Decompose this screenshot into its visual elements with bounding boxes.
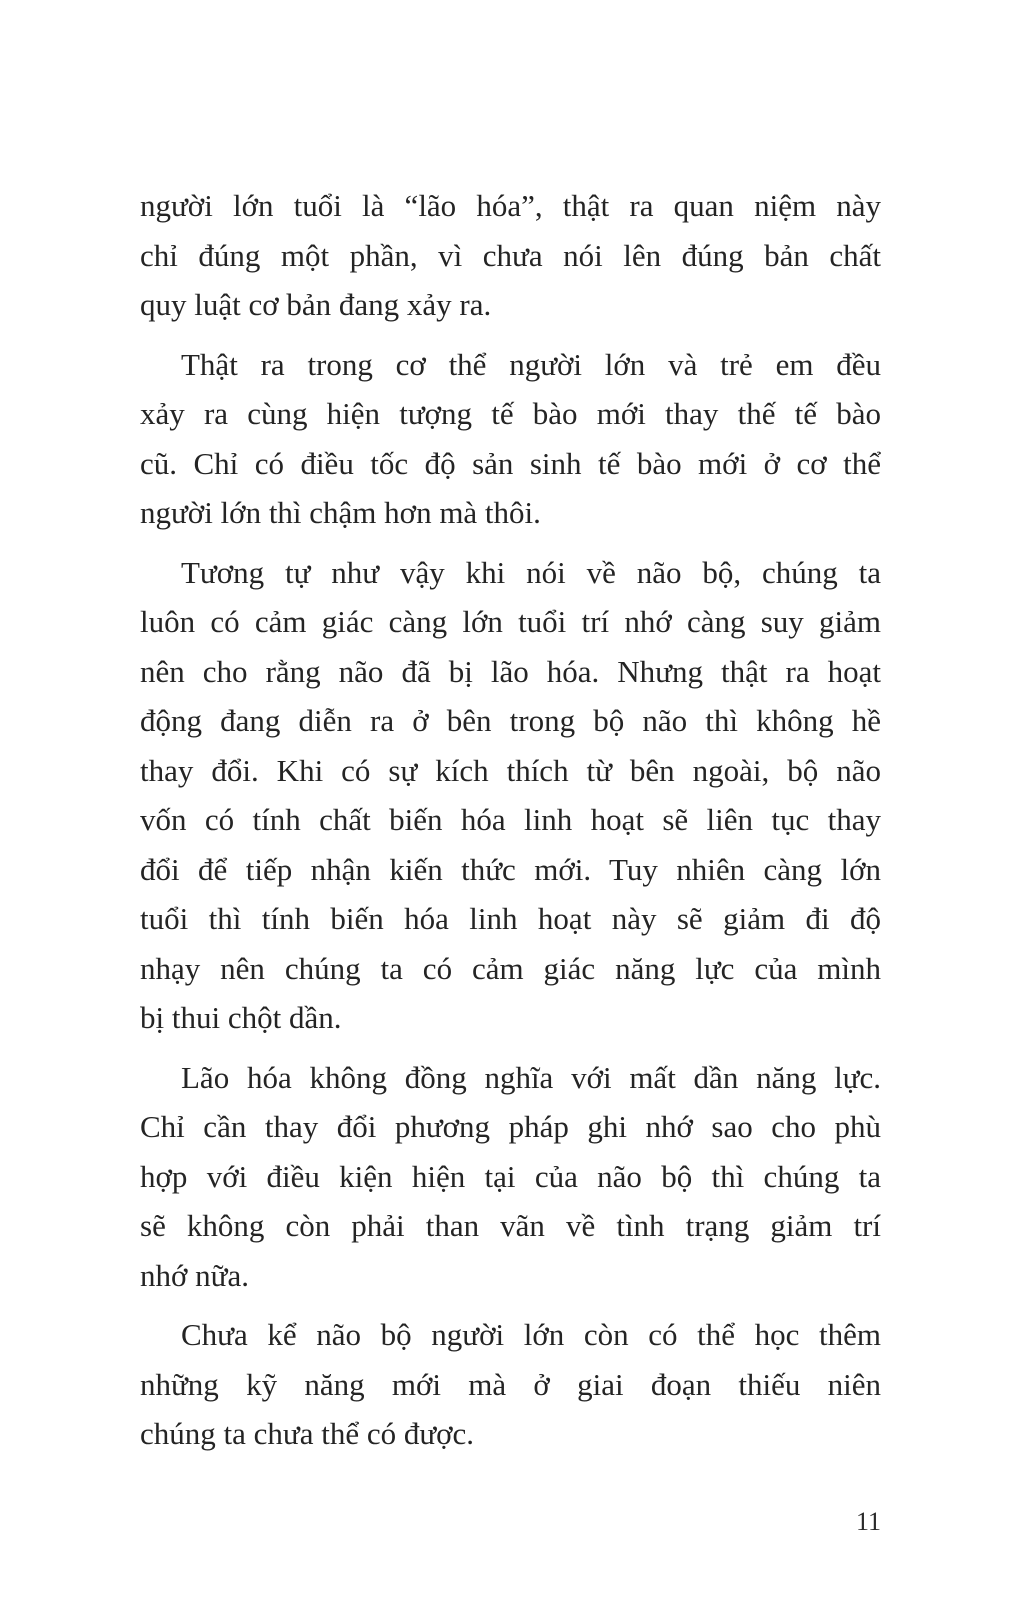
- paragraph: [140, 1310, 881, 1459]
- text-line: nhớ nữa.: [140, 1257, 249, 1293]
- text-line: Thật ra trong cơ thể người lớn và trẻ em đều: [181, 346, 881, 382]
- text-line: Chưa kể não bộ người lớn còn có thể học thêm: [181, 1317, 881, 1352]
- text-line: chúng ta chưa thể có được.: [140, 1416, 475, 1451]
- text-line: tuổi thì tính biến hóa linh hoạt này sẽ giảm đi độ: [140, 901, 881, 936]
- text-line: người lớn tuổi là “lão hóa”, thật ra quan niệm này: [140, 188, 881, 223]
- text-line: Lão hóa không đồng nghĩa với mất dần năng lực.: [181, 1059, 881, 1095]
- text-line: sẽ không còn phải than vãn về tình trạng giảm trí: [140, 1208, 881, 1243]
- text-line: nhạy nên chúng ta có cảm giác năng lực của mình: [140, 950, 881, 986]
- text-line: người lớn thì chậm hơn mà thôi.: [140, 495, 541, 530]
- text-line: cũ. Chỉ có điều tốc độ sản sinh tế bào mới ở cơ thể: [140, 445, 881, 481]
- paragraph: [140, 548, 881, 1043]
- text-line: chỉ đúng một phần, vì chưa nói lên đúng bản chất: [140, 237, 881, 273]
- text-line: nên cho rằng não đã bị lão hóa. Nhưng thật ra hoạt: [140, 653, 881, 689]
- text-line: luôn có cảm giác càng lớn tuổi trí nhớ càng suy giảm: [140, 604, 881, 639]
- text-line: những kỹ năng mới mà ở giai đoạn thiếu niên: [140, 1366, 881, 1402]
- paragraph: [140, 181, 881, 330]
- text-line: thay đổi. Khi có sự kích thích từ bên ngoài, bộ não: [140, 752, 881, 788]
- text-line: Tương tự như vậy khi nói về não bộ, chúng ta: [181, 554, 881, 590]
- paragraph: [140, 340, 881, 538]
- text-line: bị thui chột dần.: [140, 1000, 342, 1035]
- text-line: hợp với điều kiện hiện tại của não bộ thì chúng ta: [140, 1158, 881, 1194]
- text-line: quy luật cơ bản đang xảy ra.: [140, 287, 492, 322]
- text-line: vốn có tính chất biến hóa linh hoạt sẽ liên tục thay: [140, 802, 881, 837]
- text-line: động đang diễn ra ở bên trong bộ não thì không hề: [140, 703, 881, 738]
- text-line: Chỉ cần thay đổi phương pháp ghi nhớ sao cho phù: [140, 1109, 881, 1144]
- text-line: xảy ra cùng hiện tượng tế bào mới thay thế tế bào: [140, 396, 881, 431]
- paragraph: [140, 1053, 881, 1301]
- page-number: 11: [855, 1507, 881, 1536]
- text-block: [140, 181, 881, 1469]
- text-line: đổi để tiếp nhận kiến thức mới. Tuy nhiên càng lớn: [140, 851, 881, 887]
